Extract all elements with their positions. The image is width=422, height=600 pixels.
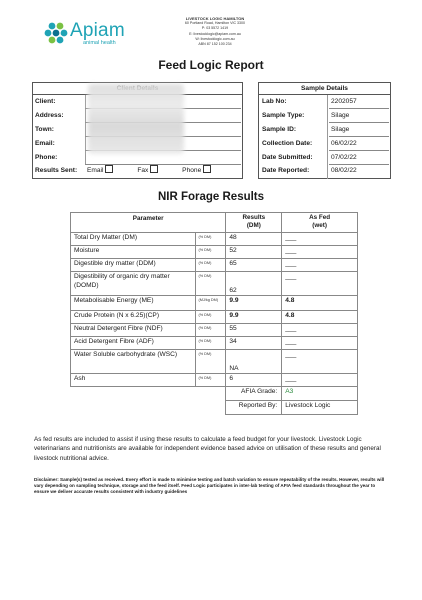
row-asfed: ___	[282, 337, 358, 350]
asfed-header-unit: (wet)	[312, 221, 327, 229]
row-asfed: ___	[282, 324, 358, 337]
row-parameter: Ash	[71, 374, 196, 387]
row-parameter: Acid Detergent Fibre (ADF)	[71, 337, 196, 350]
row-asfed: 4.8	[282, 296, 358, 311]
row-parameter: Water Soluble carbohydrate (WSC)	[71, 350, 196, 374]
row-result: 48	[226, 233, 282, 246]
row-parameter: Moisture	[71, 246, 196, 259]
sample-value-type: Silage	[331, 112, 350, 119]
table-row	[71, 311, 358, 324]
sample-line-1	[329, 108, 389, 109]
row-asfed: ___	[282, 374, 358, 387]
redacted-client-info	[88, 84, 184, 154]
address-label: Address:	[35, 112, 64, 119]
row-asfed: ___	[282, 246, 358, 259]
afia-grade-label: AFIA Grade:	[226, 387, 282, 401]
lab-email: E: livestocklogic@apiam.com.au	[189, 31, 241, 36]
sample-value-submitted: 07/02/22	[331, 154, 357, 161]
row-result: 65	[226, 259, 282, 272]
as-fed-note: As fed results are included to assist if using these results to calculate a feed budget for your livestock. Livestock Logic veterinarians and nutritionists are available for independent evidence based advice on utilisation of these results and general livestock nutritional advice.	[34, 436, 381, 462]
row-result: 62	[226, 272, 282, 296]
row-result: NA	[226, 350, 282, 374]
fax-option-label: Fax	[137, 167, 149, 174]
row-result: 52	[226, 246, 282, 259]
afia-grade-row	[71, 387, 358, 401]
results-sent-label: Results Sent:	[35, 167, 78, 174]
sample-label-submitted: Date Submitted:	[262, 154, 313, 161]
apiam-logo	[44, 20, 152, 50]
phone-checkbox[interactable]	[203, 165, 211, 173]
town-label: Town:	[35, 126, 54, 133]
logo-dots-icon	[44, 20, 70, 46]
results-header-unit: (DM)	[246, 221, 261, 229]
empty-cell	[71, 401, 226, 415]
fax-checkbox[interactable]	[150, 165, 158, 173]
row-result: 9.9	[226, 296, 282, 311]
parameter-header: Parameter	[71, 213, 226, 233]
table-row	[71, 259, 358, 272]
lab-abn: ABN 87 152 100 234	[198, 42, 232, 47]
sample-label-lab-no: Lab No:	[262, 98, 287, 105]
sample-value-lab-no: 2202057	[331, 98, 357, 105]
row-parameter: Crude Protein (N x 6.25)(CP)	[71, 311, 196, 324]
table-row	[71, 272, 358, 296]
sample-value-id: Silage	[331, 126, 350, 133]
row-asfed: 4.8	[282, 311, 358, 324]
row-result: 6	[226, 374, 282, 387]
sample-value-collection: 06/02/22	[331, 140, 357, 147]
email-checkbox[interactable]	[105, 165, 113, 173]
sample-divider	[327, 95, 328, 179]
phone-label: Phone:	[35, 154, 58, 161]
row-parameter: Neutral Detergent Fibre (NDF)	[71, 324, 196, 337]
lab-address: 60 Portland Road, Hamilton VIC 3300	[184, 21, 246, 26]
row-asfed: ___	[282, 272, 358, 296]
lab-website: W: livestocklogic.com.au	[195, 36, 235, 41]
sample-label-reported: Date Reported:	[262, 167, 310, 174]
lab-name: LIVESTOCK LOGIC HAMILTON	[185, 16, 245, 21]
sample-label-type: Sample Type:	[262, 112, 305, 119]
row-unit: (% DM)	[196, 246, 226, 259]
row-result: 9.9	[226, 311, 282, 324]
report-title: Feed Logic Report	[158, 58, 264, 72]
row-unit: (% DM)	[196, 233, 226, 246]
sample-line-2	[329, 122, 389, 123]
reported-by-value: Livestock Logic	[282, 401, 358, 415]
client-divider	[85, 95, 86, 165]
lab-phone: P: 03 5572 1419	[201, 26, 229, 31]
table-row	[71, 350, 358, 374]
sample-label-id: Sample ID:	[262, 126, 297, 133]
row-parameter: Digestibility of organic dry matter (DOMD)	[71, 272, 196, 296]
row-unit: (% DM)	[196, 311, 226, 324]
sample-line-4	[329, 150, 389, 151]
lab-contact-block	[150, 16, 280, 47]
results-header-row	[71, 213, 358, 233]
row-result: 34	[226, 337, 282, 350]
row-asfed: ___	[282, 233, 358, 246]
reported-by-label: Reported By:	[226, 401, 282, 415]
row-unit: (% DM)	[196, 350, 226, 374]
sample-details-heading: Sample Details	[259, 83, 390, 95]
row-unit: (% DM)	[196, 374, 226, 387]
empty-cell	[71, 387, 226, 401]
table-row	[71, 233, 358, 246]
row-parameter: Metabolisable Energy (ME)	[71, 296, 196, 311]
sample-label-collection: Collection Date:	[262, 140, 313, 147]
logo-tagline: animal health	[83, 40, 116, 46]
results-sent-row	[35, 165, 243, 177]
table-row	[71, 246, 358, 259]
logo-wordmark: Apiam	[70, 20, 125, 41]
row-asfed: ___	[282, 259, 358, 272]
table-row	[71, 374, 358, 387]
phone-option-label: Phone	[182, 167, 202, 174]
nir-results-table	[70, 212, 358, 415]
table-row	[71, 324, 358, 337]
row-unit: (% DM)	[196, 324, 226, 337]
row-result: 55	[226, 324, 282, 337]
asfed-header	[282, 213, 358, 233]
sample-line-5	[329, 164, 389, 165]
sample-value-reported: 08/02/22	[331, 167, 357, 174]
results-header	[226, 213, 282, 233]
row-parameter: Digestible dry matter (DDM)	[71, 259, 196, 272]
results-header-label: Results	[242, 214, 266, 221]
sample-line-3	[329, 136, 389, 137]
row-unit: (% DM)	[196, 337, 226, 350]
table-row	[71, 337, 358, 350]
row-unit: (% DM)	[196, 272, 226, 296]
reported-by-row	[71, 401, 358, 415]
email-label: Email:	[35, 140, 55, 147]
results-section-title: NIR Forage Results	[157, 191, 265, 203]
row-parameter: Total Dry Matter (DM)	[71, 233, 196, 246]
row-asfed: ___	[282, 350, 358, 374]
email-option-label: Email	[86, 167, 104, 174]
row-unit: (MJ/kg DM)	[196, 296, 226, 311]
afia-grade-value: A3	[282, 387, 358, 401]
asfed-header-label: As Fed	[309, 214, 331, 221]
disclaimer-text: Disclaimer: Sample(s) tested as received. Every effort is made to minimise testing and batch variation to ensure repeatability of the results. However, results will vary depending on sampling technique, storage and the feed itself. Feed Logic participates in inter-lab testing of AFIA feed standards throughout the year to ensure we deliver accurate results consistent with industry guidelines	[34, 477, 385, 495]
client-label: Client:	[35, 98, 56, 105]
table-row	[71, 296, 358, 311]
row-unit: (% DM)	[196, 259, 226, 272]
